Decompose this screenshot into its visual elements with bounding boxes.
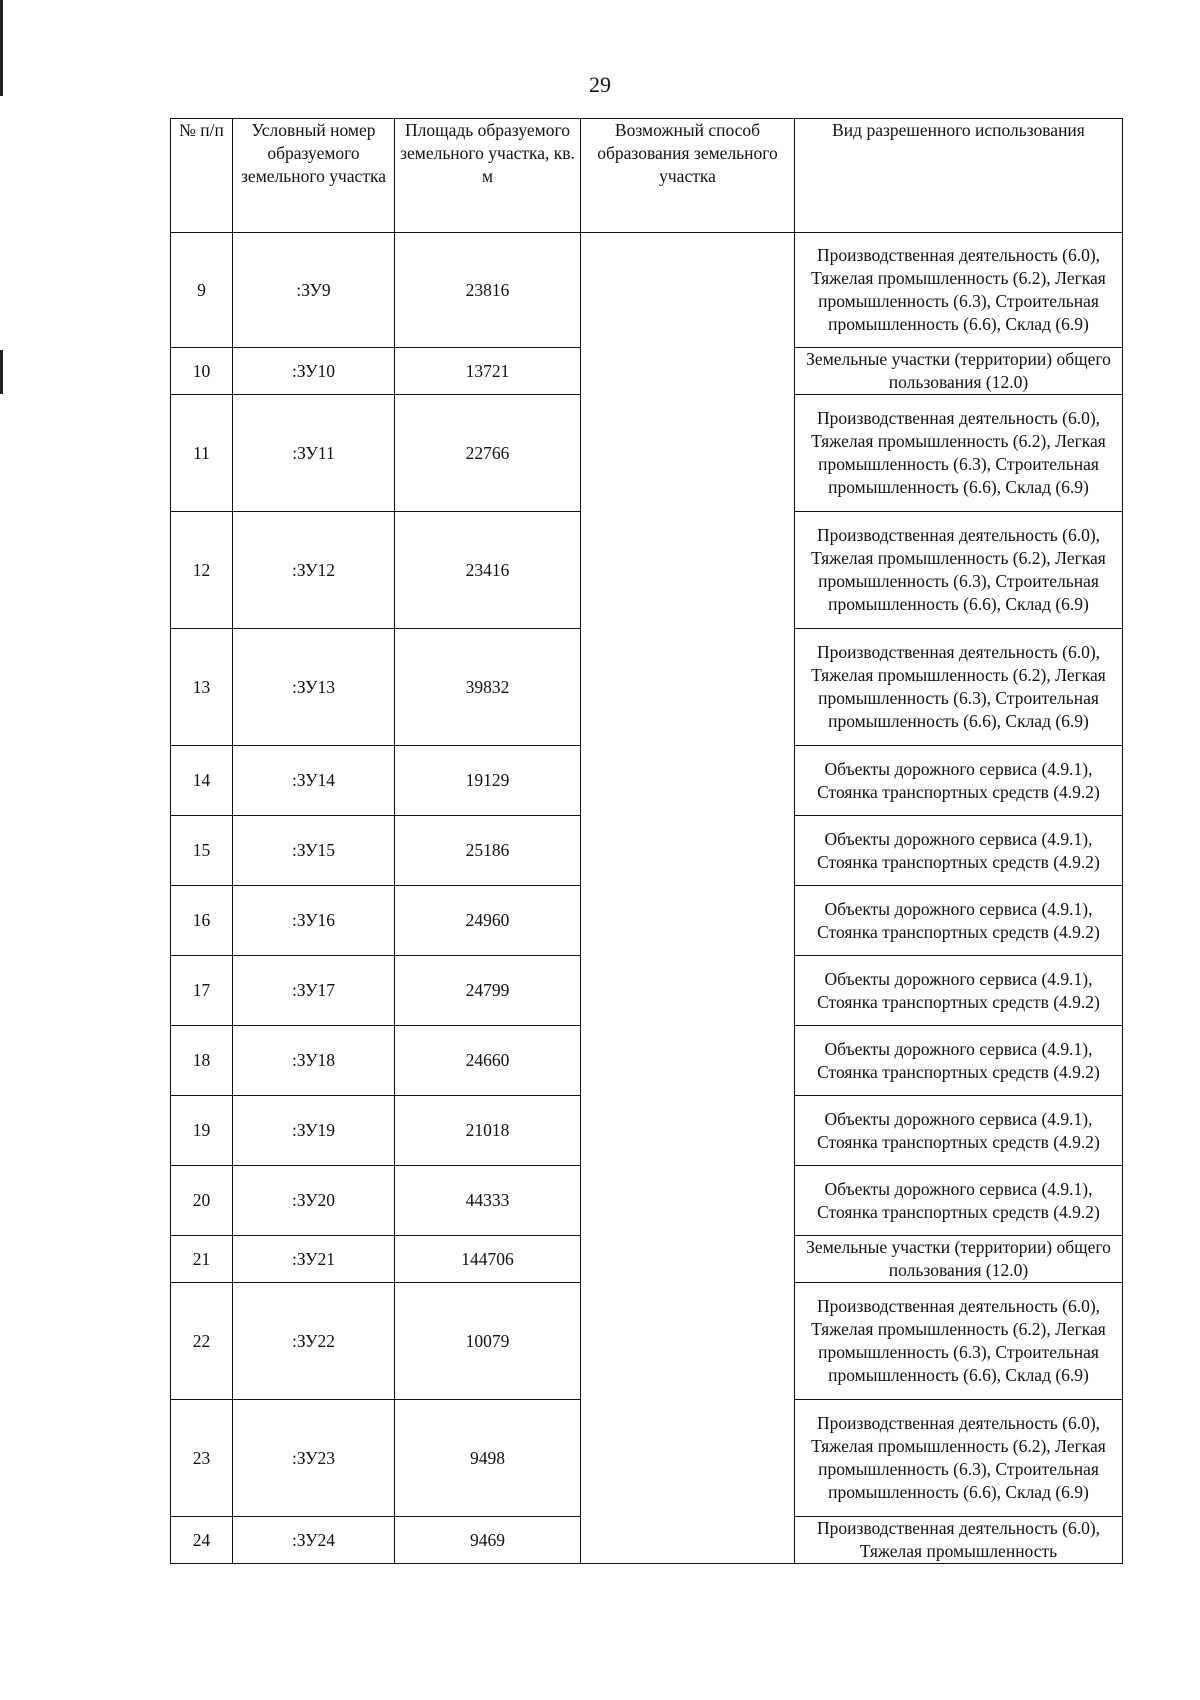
plot-code: :ЗУ23 (233, 1400, 395, 1517)
permitted-use: Производственная деятельность (6.0), Тяжелая промышленность (6.2), Легкая промышленность (6.3), Строительная промышленность (6.6), Склад (6.9) (795, 1400, 1123, 1517)
plot-area: 24660 (395, 1026, 581, 1096)
row-number: 12 (171, 512, 233, 629)
plot-area: 25186 (395, 816, 581, 886)
permitted-use: Производственная деятельность (6.0), Тяжелая промышленность (6.2), Легкая промышленность (6.3), Строительная промышленность (6.6), Склад (6.9) (795, 233, 1123, 348)
row-number: 13 (171, 629, 233, 746)
land-plots-table (170, 118, 1123, 1564)
permitted-use: Объекты дорожного сервиса (4.9.1), Стоянка транспортных средств (4.9.2) (795, 746, 1123, 816)
plot-area: 24799 (395, 956, 581, 1026)
row-number: 23 (171, 1400, 233, 1517)
row-number: 9 (171, 233, 233, 348)
plot-code: :ЗУ11 (233, 395, 395, 512)
permitted-use: Объекты дорожного сервиса (4.9.1), Стоянка транспортных средств (4.9.2) (795, 1166, 1123, 1236)
plot-area: 23816 (395, 233, 581, 348)
plot-area: 144706 (395, 1236, 581, 1283)
permitted-use: Объекты дорожного сервиса (4.9.1), Стоянка транспортных средств (4.9.2) (795, 886, 1123, 956)
permitted-use: Производственная деятельность (6.0), Тяжелая промышленность (6.2), Легкая промышленность (6.3), Строительная промышленность (6.6), Склад (6.9) (795, 629, 1123, 746)
plot-code: :ЗУ10 (233, 348, 395, 395)
permitted-use: Объекты дорожного сервиса (4.9.1), Стоянка транспортных средств (4.9.2) (795, 816, 1123, 886)
row-number: 14 (171, 746, 233, 816)
table-row (171, 233, 1123, 348)
plot-code: :ЗУ15 (233, 816, 395, 886)
plot-code: :ЗУ24 (233, 1517, 395, 1564)
plot-area: 19129 (395, 746, 581, 816)
permitted-use: Объекты дорожного сервиса (4.9.1), Стоянка транспортных средств (4.9.2) (795, 1026, 1123, 1096)
plot-area: 21018 (395, 1096, 581, 1166)
header-area: Площадь образуемого земельного участка, кв. м (395, 119, 581, 233)
plot-code: :ЗУ22 (233, 1283, 395, 1400)
plot-code: :ЗУ16 (233, 886, 395, 956)
plot-code: :ЗУ9 (233, 233, 395, 348)
formation-method-cell (581, 233, 795, 1564)
permitted-use: Земельные участки (территории) общего пользования (12.0) (795, 348, 1123, 395)
row-number: 18 (171, 1026, 233, 1096)
page-number: 29 (589, 72, 611, 97)
permitted-use: Объекты дорожного сервиса (4.9.1), Стоянка транспортных средств (4.9.2) (795, 956, 1123, 1026)
permitted-use: Производственная деятельность (6.0), Тяжелая промышленность (6.2), Легкая промышленность (6.3), Строительная промышленность (6.6), Склад (6.9) (795, 395, 1123, 512)
scan-edge-mark-middle (0, 350, 3, 394)
permitted-use: Производственная деятельность (6.0), Тяжелая промышленность (6.2), Легкая промышленность (6.3), Строительная промышленность (6.6), Склад (6.9) (795, 512, 1123, 629)
plot-code: :ЗУ14 (233, 746, 395, 816)
plot-area: 24960 (395, 886, 581, 956)
table-header-row (171, 119, 1123, 233)
header-permitted-use: Вид разрешенного использования (795, 119, 1123, 233)
plot-code: :ЗУ13 (233, 629, 395, 746)
plot-code: :ЗУ19 (233, 1096, 395, 1166)
row-number: 10 (171, 348, 233, 395)
plot-code: :ЗУ12 (233, 512, 395, 629)
permitted-use: Производственная деятельность (6.0), Тяжелая промышленность (6.2), Легкая промышленность (6.3), Строительная промышленность (6.6), Склад (6.9) (795, 1283, 1123, 1400)
header-number: № п/п (171, 119, 233, 233)
plot-area: 10079 (395, 1283, 581, 1400)
row-number: 17 (171, 956, 233, 1026)
plot-area: 39832 (395, 629, 581, 746)
row-number: 11 (171, 395, 233, 512)
permitted-use: Производственная деятельность (6.0), Тяжелая промышленность (795, 1517, 1123, 1564)
plot-area: 22766 (395, 395, 581, 512)
header-formation-method: Возможный способ образования земельного участка (581, 119, 795, 233)
permitted-use: Объекты дорожного сервиса (4.9.1), Стоянка транспортных средств (4.9.2) (795, 1096, 1123, 1166)
row-number: 15 (171, 816, 233, 886)
row-number: 19 (171, 1096, 233, 1166)
plot-area: 13721 (395, 348, 581, 395)
plot-code: :ЗУ18 (233, 1026, 395, 1096)
table-body (171, 233, 1123, 1564)
row-number: 24 (171, 1517, 233, 1564)
plot-area: 9498 (395, 1400, 581, 1517)
plot-code: :ЗУ20 (233, 1166, 395, 1236)
plot-code: :ЗУ17 (233, 956, 395, 1026)
plot-area: 44333 (395, 1166, 581, 1236)
plot-code: :ЗУ21 (233, 1236, 395, 1283)
row-number: 20 (171, 1166, 233, 1236)
plot-area: 23416 (395, 512, 581, 629)
row-number: 22 (171, 1283, 233, 1400)
row-number: 16 (171, 886, 233, 956)
row-number: 21 (171, 1236, 233, 1283)
plot-area: 9469 (395, 1517, 581, 1564)
header-plot-code: Условный номер образуемого земельного участка (233, 119, 395, 233)
permitted-use: Земельные участки (территории) общего пользования (12.0) (795, 1236, 1123, 1283)
